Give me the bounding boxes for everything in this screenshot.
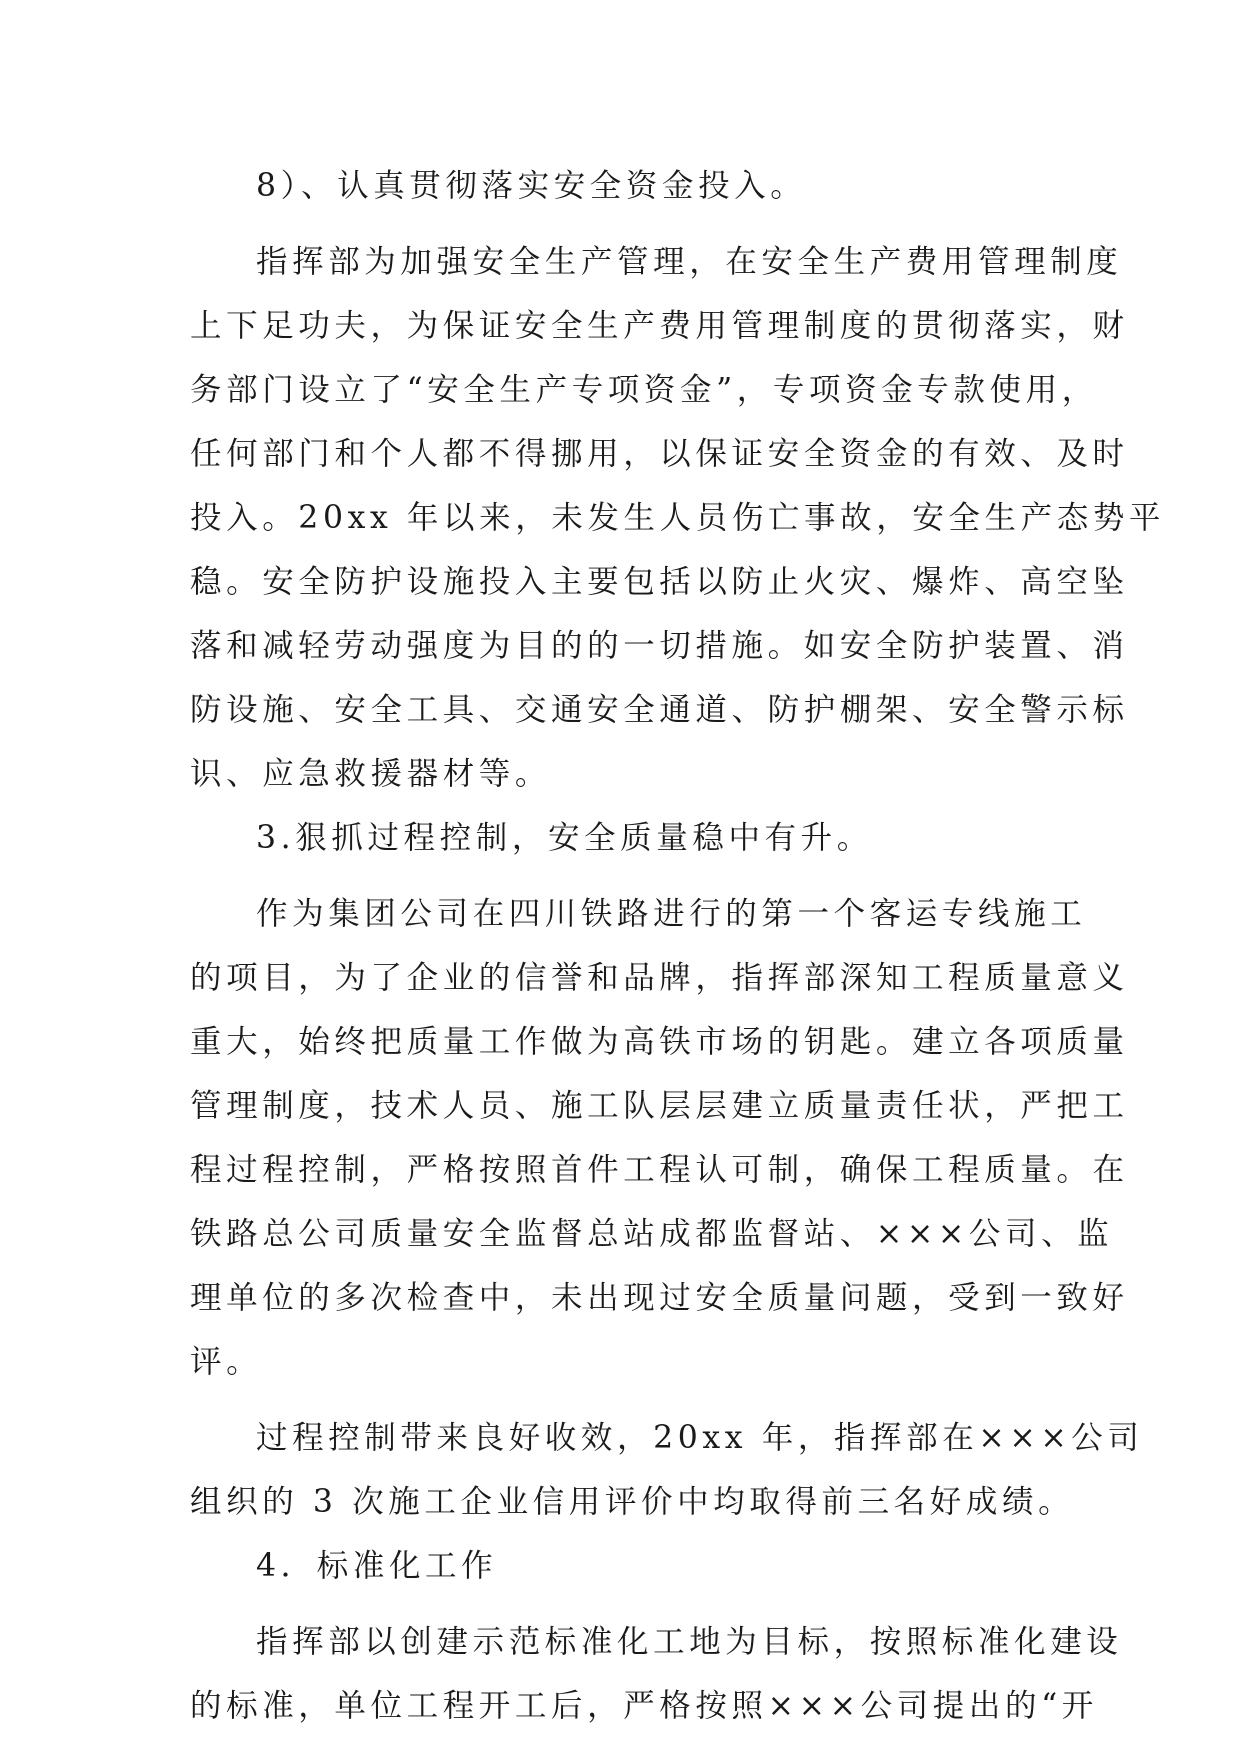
- paragraph-line: 投入。20xx 年以来，未发生人员伤亡事故，安全生产态势平: [190, 500, 1166, 536]
- paragraph-line: 理单位的多次检查中，未出现过安全质量问题，受到一致好: [190, 1280, 1129, 1316]
- paragraph-line: 指挥部以创建示范标准化工地为目标，按照标准化建设: [256, 1624, 1123, 1660]
- paragraph-line: 稳。安全防护设施投入主要包括以防止火灾、爆炸、高空坠: [190, 564, 1129, 600]
- paragraph-standardization: [190, 1610, 1123, 1738]
- paragraph-line: 任何部门和个人都不得挪用，以保证安全资金的有效、及时: [190, 436, 1129, 472]
- heading-line: 3.狠抓过程控制，安全质量稳中有升。: [256, 820, 873, 856]
- paragraph-line: 管理制度，技术人员、施工队层层建立质量责任状，严把工: [190, 1088, 1129, 1124]
- paragraph-line: 铁路总公司质量安全监督总站成都监督站、×××公司、监: [190, 1216, 1114, 1252]
- heading-line: 8）、认真贯彻落实安全资金投入。: [256, 168, 807, 204]
- paragraph-line: 作为集团公司在四川铁路进行的第一个客运专线施工: [256, 896, 1087, 932]
- paragraph-line: 上下足功夫，为保证安全生产费用管理制度的贯彻落实，财: [190, 308, 1129, 344]
- paragraph-line: 的标准，单位工程开工后，严格按照×××公司提出的“开: [190, 1688, 1098, 1724]
- paragraph-line: 的项目，为了企业的信誉和品牌，指挥部深知工程质量意义: [190, 960, 1129, 996]
- paragraph-quality-management: [190, 882, 1129, 1394]
- paragraph-line: 务部门设立了“安全生产专项资金”，专项资金专款使用，: [190, 372, 1098, 408]
- paragraph-safety-funds: [190, 230, 1166, 806]
- paragraph-line: 过程控制带来良好收效，20xx 年，指挥部在×××公司: [256, 1420, 1144, 1456]
- paragraph-line: 评。: [190, 1344, 263, 1380]
- section-heading-standardization: [190, 1534, 1060, 1598]
- paragraph-line: 组织的 3 次施工企业信用评价中均取得前三名好成绩。: [190, 1484, 1075, 1520]
- paragraph-line: 重大，始终把质量工作做为高铁市场的钥匙。建立各项质量: [190, 1024, 1129, 1060]
- paragraph-line: 防设施、安全工具、交通安全通道、防护棚架、安全警示标: [190, 692, 1129, 728]
- paragraph-credit-evaluation: [190, 1406, 1144, 1534]
- paragraph-line: 程过程控制，严格按照首件工程认可制，确保工程质量。在: [190, 1152, 1129, 1188]
- paragraph-line: 识、应急救援器材等。: [190, 756, 552, 792]
- paragraph-line: 落和减轻劳动强度为目的的一切措施。如安全防护装置、消: [190, 628, 1129, 664]
- section-heading-safety-funds: [190, 154, 1060, 218]
- section-heading-process-control: [190, 806, 1060, 870]
- document-body: [190, 154, 1166, 1738]
- heading-line: 4．标准化工作: [256, 1548, 498, 1584]
- paragraph-line: 指挥部为加强安全生产管理，在安全生产费用管理制度: [256, 244, 1123, 280]
